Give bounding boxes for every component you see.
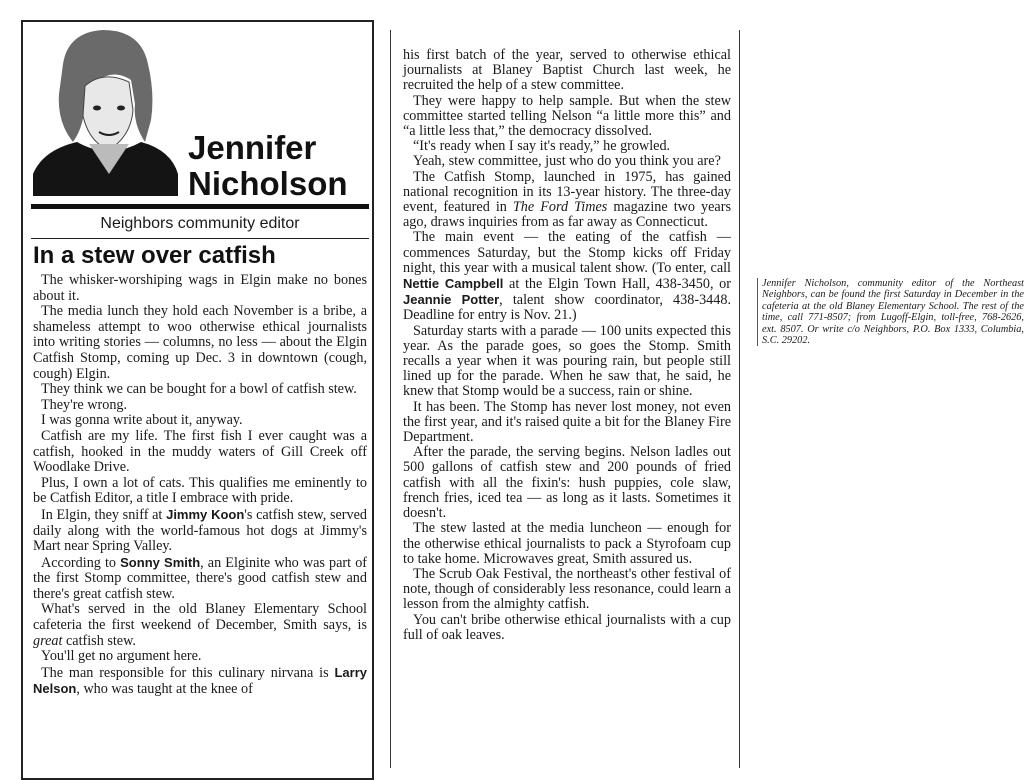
left-paragraph: They're wrong. [41, 396, 128, 413]
column-middle [390, 30, 740, 768]
middle-paragraph: The stew lasted at the media luncheon — enough for the otherwise ethical journalists to pack a Styrofoam cup to take home. Microwaves great, Smith assured us. [403, 520, 731, 567]
middle-paragraph: his first batch of the year, served to otherwise ethical journalists at Blaney Baptist Church last week, he recruited the help of a stew committee. [403, 47, 731, 94]
left-paragraph: They think we can be bought for a bowl of catfish stew. [41, 381, 357, 398]
masthead [33, 22, 367, 204]
left-body-text [33, 273, 367, 698]
middle-paragraph: The Scrub Oak Festival, the northeast's other festival of note, though of considerably less resonance, could learn a lesson from the almighty catfish. [403, 565, 731, 613]
middle-paragraph: They were happy to help sample. But when the stew committee started telling Nelson “a little more this” and “a little less that,” the democracy dissolved. [403, 92, 731, 140]
left-paragraph: You'll get no argument here. [41, 648, 202, 665]
left-paragraph: According to Sonny Smith, an Elginite who was part of the first Stomp committee, there's good catfish stew and there's great catfish stew. [33, 554, 368, 602]
left-paragraph: The man responsible for this culinary nirvana is Larry Nelson, who was taught at the knee of [33, 664, 367, 698]
middle-paragraph: “It's ready when I say it's ready,” he growled. [413, 138, 671, 155]
left-paragraph: Plus, I own a lot of cats. This qualifies me eminently to be Catfish Editor, a title I embrace with pride. [33, 474, 367, 507]
author-role: Neighbors community editor [31, 209, 369, 239]
middle-paragraph: After the parade, the serving begins. Nelson ladles out 500 gallons of catfish stew and 200 pounds of fried catfish with all the fixin's: hush puppies, cole slaw, french fries, iced tea — as long as it lasts. Sometimes it doesn't. [403, 444, 731, 522]
author-first-name: Jennifer [188, 129, 317, 166]
author-name [188, 130, 348, 202]
author-last-name: Nicholson [188, 165, 348, 202]
left-paragraph: The media lunch they hold each November is a bribe, a shameless attempt to woo otherwise ethical journalists into writing stories — columns, no less — about the Elgin Catfish Stomp, coming up Dec. 3 in downtown (cough, cough) Elgin. [33, 303, 367, 382]
middle-paragraph: The Catfish Stomp, launched in 1975, has gained national recognition in its 13-year history. The three-day event, featured in The Ford Times magazine two years ago, draws inquiries from as far away as Connecticut. [403, 168, 731, 231]
left-paragraph: Catfish are my life. The first fish I ever caught was a catfish, hooked in the muddy waters of Gill Creek off Woodlake Drive. [33, 427, 367, 476]
left-paragraph: The whisker-worshiping wags in Elgin make no bones about it. [33, 272, 367, 304]
author-portrait [33, 24, 178, 196]
middle-paragraph: You can't bribe otherwise ethical journalists with a cup full of oak leaves. [403, 611, 731, 643]
column-left [21, 20, 374, 780]
middle-paragraph: The main event — the eating of the catfish — commences Saturday, but the Stomp kicks off Friday night, this year with a musical talent show. (To enter, call Nettie Campbell at the Elgin Town Hall, 438-3450, or Jeannie Potter, talent show coordinator, 438-3448. Deadline for entry is Nov. 21.) [403, 229, 731, 324]
article-headline: In a stew over catfish [33, 242, 276, 269]
middle-paragraph: Yeah, stew committee, just who do you think you are? [413, 153, 721, 170]
left-paragraph: In Elgin, they sniff at Jimmy Koon's catfish stew, served daily along with the world-famous hot dogs at Jimmy's Mart near Spring Valley. [33, 506, 367, 555]
middle-paragraph: Saturday starts with a parade — 100 units expected this year. As the parade goes, so goes the Stomp. Smith recalls a year when it was pouring rain, but people still lined up for the parade. When he saw that, he said, he knew that Stomp would be a success, rain or shine. [403, 322, 731, 400]
middle-paragraph: It has been. The Stomp has never lost money, not even the first year, and it's raised quite a bit for the Blaney Fire Department. [403, 398, 731, 446]
left-paragraph: What's served in the old Blaney Elementary School cafeteria the first weekend of December, Smith says, is great catfish stew. [33, 601, 367, 649]
author-note: Jennifer Nicholson, community editor of the Northeast Neighbors, can be found the first Saturday in December in the cafeteria at the old Blaney Elementary School. The rest of the time, call 771-8507; from Lugoff-Elgin, toll-free, 768-2626, ext. 8507. Or write c/o Neighbors, P.O. Box 1333, Columbia, S.C. 29202. [757, 278, 1024, 346]
left-paragraph: I was gonna write about it, anyway. [41, 412, 243, 429]
